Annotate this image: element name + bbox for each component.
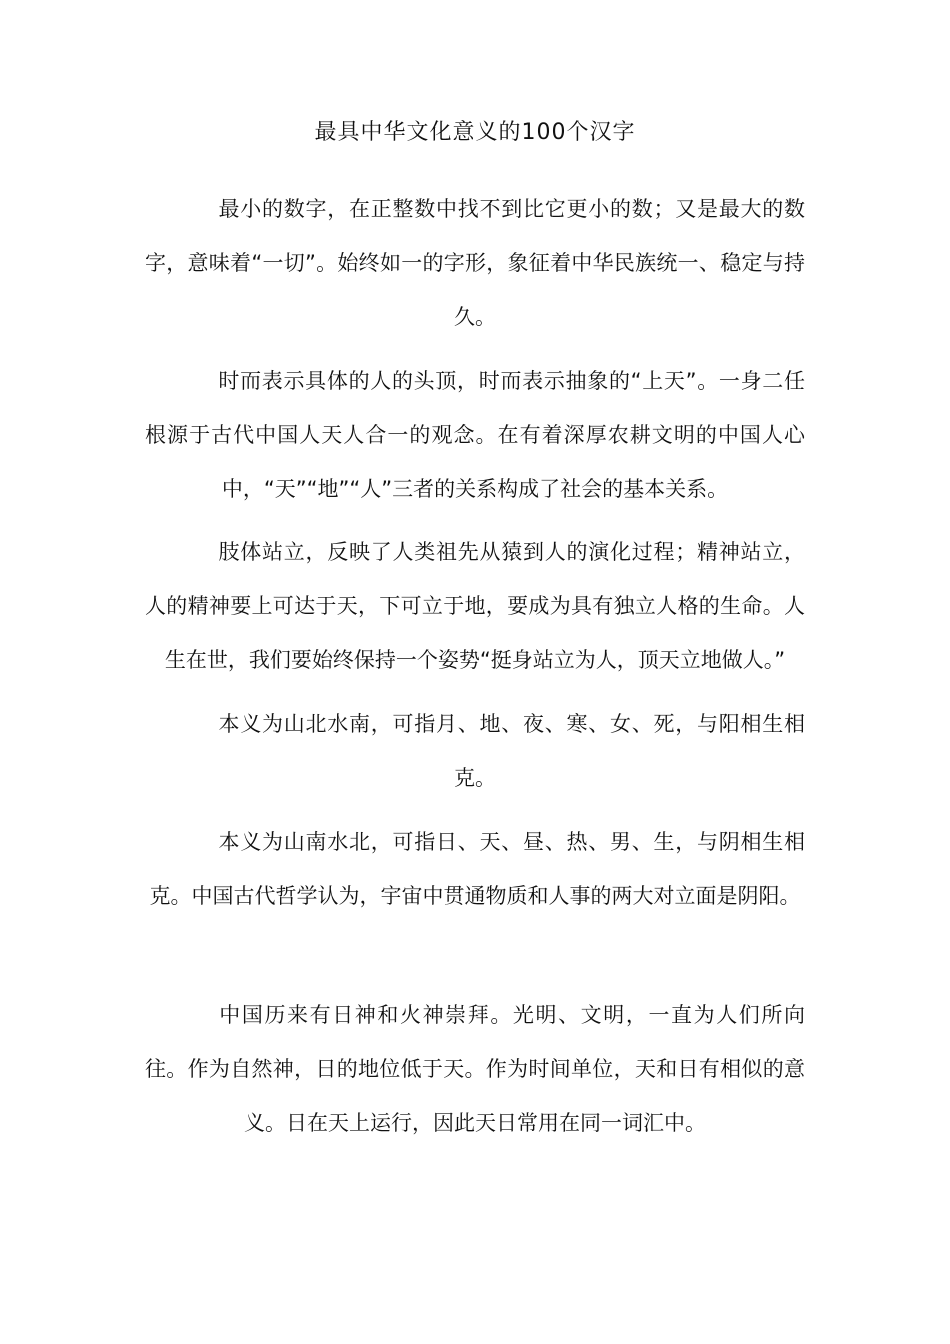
entry-text: 中国历来有日神和火神崇拜。光明、文明，一直为人们所向往。作为自然神，日的地位低于天。作为时间单位，天和日有相似的意义。日在天上运行，因此天日常用在同一词汇中。: [145, 1003, 805, 1135]
entry-text: 最小的数字，在正整数中找不到比它更小的数；又是最大的数字，意味着“一切”。始终如一的字形，象征着中华民族统一、稳定与持久。: [145, 197, 805, 329]
character-entry: [145, 815, 805, 923]
character-entry: [145, 988, 805, 1150]
entry-text: 本义为山北水南，可指月、地、夜、寒、女、死，与阳相生相克。: [218, 712, 805, 790]
entry-text: 肢体站立，反映了人类祖先从猿到人的演化过程；精神站立，人的精神要上可达于天，下可立于地，要成为具有独立人格的生命。人生在世，我们要始终保持一个姿势“挺身站立为人，顶天立地做人。”: [145, 540, 805, 672]
entry-text: 时而表示具体的人的头顶，时而表示抽象的“上天”。一身二任根源于古代中国人天人合一的观念。在有着深厚农耕文明的中国人心中，“天”“地”“人”三者的关系构成了社会的基本关系。: [145, 369, 805, 501]
character-entry: [145, 525, 805, 687]
character-entry: [145, 182, 805, 344]
entry-text: 本义为山南水北，可指日、天、昼、热、男、生，与阴相生相克。中国古代哲学认为，宇宙中贯通物质和人事的两大对立面是阴阳。: [149, 830, 805, 908]
character-entry: [145, 697, 805, 805]
document-title: 最具中华文化意义的100个汉字: [314, 120, 636, 145]
character-entry: [145, 354, 805, 516]
